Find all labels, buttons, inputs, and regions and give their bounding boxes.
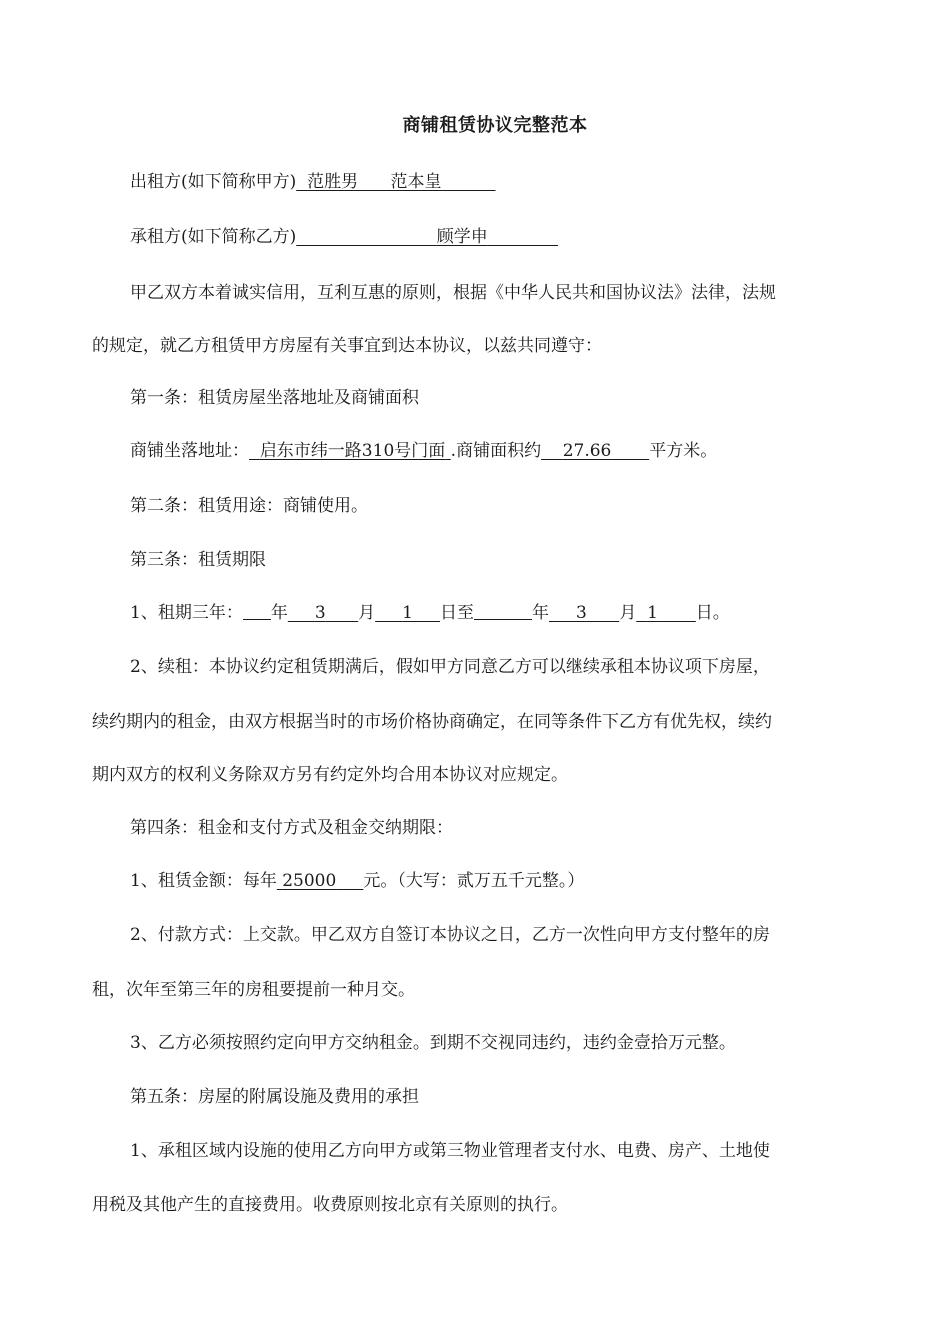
intro-line-1: 甲乙双方本着诚实信用，互利互惠的原则，根据《中华人民共和国协议法》法律，法规 xyxy=(130,283,776,303)
lease-term-line xyxy=(130,601,910,625)
start-month: 3 xyxy=(314,603,326,623)
area-label: .商铺面积约 xyxy=(450,441,542,461)
start-month-field xyxy=(288,603,358,623)
end-month: 3 xyxy=(576,603,587,623)
fees-line-1: 1、承租区域内设施的使用乙方向甲方或第三物业管理者支付水、电费、房产、土地使 xyxy=(130,1141,770,1161)
article3-heading: 第三条：租赁期限 xyxy=(130,550,266,570)
document-title: 商铺租赁协议完整范本 xyxy=(402,115,588,136)
address-label: 商铺坐落地址： xyxy=(130,441,249,461)
start-day: 1 xyxy=(402,603,413,623)
rent-prefix: 1、租赁金额：每年 xyxy=(130,871,277,891)
area-value: 27.66 xyxy=(562,441,612,461)
month-label-1: 月 xyxy=(358,603,376,623)
area-unit: 平方米。 xyxy=(649,441,718,461)
end-year-blank xyxy=(474,601,532,620)
address-value: 启东市纬一路310号门面 xyxy=(259,441,446,461)
lessor-name-2: 范本皇 xyxy=(390,172,442,192)
term-prefix: 1、租期三年： xyxy=(130,603,243,623)
renewal-line-2: 续约期内的租金，由双方根据当时的市场价格协商确定，在同等条件下乙方有优先权，续约 xyxy=(92,712,772,732)
rent-amount-field xyxy=(277,871,364,891)
lessor-name-1: 范胜男 xyxy=(307,172,359,192)
payment-line-3: 3、乙方必须按照约定向甲方交纳租金。到期不交视同违约，违约金壹拾万元整。 xyxy=(130,1033,736,1053)
end-day: 1 xyxy=(647,603,658,623)
payment-line-2: 租，次年至第三年的房租要提前一种月交。 xyxy=(92,980,415,1000)
year-label-1: 年 xyxy=(270,603,288,623)
rent-amount: 25000 xyxy=(282,871,337,891)
start-day-field xyxy=(375,603,440,623)
start-year-blank xyxy=(243,601,271,620)
lessee-label: 承租方(如下简称乙方) xyxy=(130,227,297,247)
rent-amount-line xyxy=(130,869,910,893)
end-day-field xyxy=(636,603,695,623)
rent-suffix: 元。（大写：贰万五千元整。） xyxy=(363,871,585,891)
lessor-name-field xyxy=(296,172,495,192)
payment-line-1: 2、付款方式：上交款。甲乙双方自签订本协议之日，乙方一次性向甲方支付整年的房 xyxy=(130,925,770,945)
area-field xyxy=(541,441,649,461)
renewal-line-3: 期内双方的权利义务除双方另有约定外均合用本协议对应规定。 xyxy=(92,765,568,785)
month-label-2: 月 xyxy=(619,603,637,623)
article1-heading: 第一条：租赁房屋坐落地址及商铺面积 xyxy=(130,388,419,408)
lessee-name-field xyxy=(296,227,558,247)
intro-line-2: 的规定，就乙方租赁甲方房屋有关事宜到达本协议，以兹共同遵守： xyxy=(92,336,602,356)
fees-line-2: 用税及其他产生的直接费用。收费原则按北京有关原则的执行。 xyxy=(92,1195,568,1215)
lessor-line xyxy=(130,170,910,194)
lessee-name: 顾学申 xyxy=(436,227,488,247)
end-month-field xyxy=(549,603,619,623)
address-line xyxy=(130,439,910,463)
article4-heading: 第四条：租金和支付方式及租金交纳期限： xyxy=(130,818,453,838)
year-label-2: 年 xyxy=(532,603,550,623)
lessor-label: 出租方(如下简称甲方) xyxy=(130,172,297,192)
article2-heading: 第二条：租赁用途：商铺使用。 xyxy=(130,496,368,516)
lessee-line xyxy=(130,225,910,249)
day-to-label: 日至 xyxy=(440,603,475,623)
renewal-line-1: 2、续租：本协议约定租赁期满后，假如甲方同意乙方可以继续承租本协议项下房屋， xyxy=(130,657,770,677)
day-label-2: 日。 xyxy=(695,603,730,623)
address-field xyxy=(249,441,451,461)
article5-heading: 第五条：房屋的附属设施及费用的承担 xyxy=(130,1087,419,1107)
